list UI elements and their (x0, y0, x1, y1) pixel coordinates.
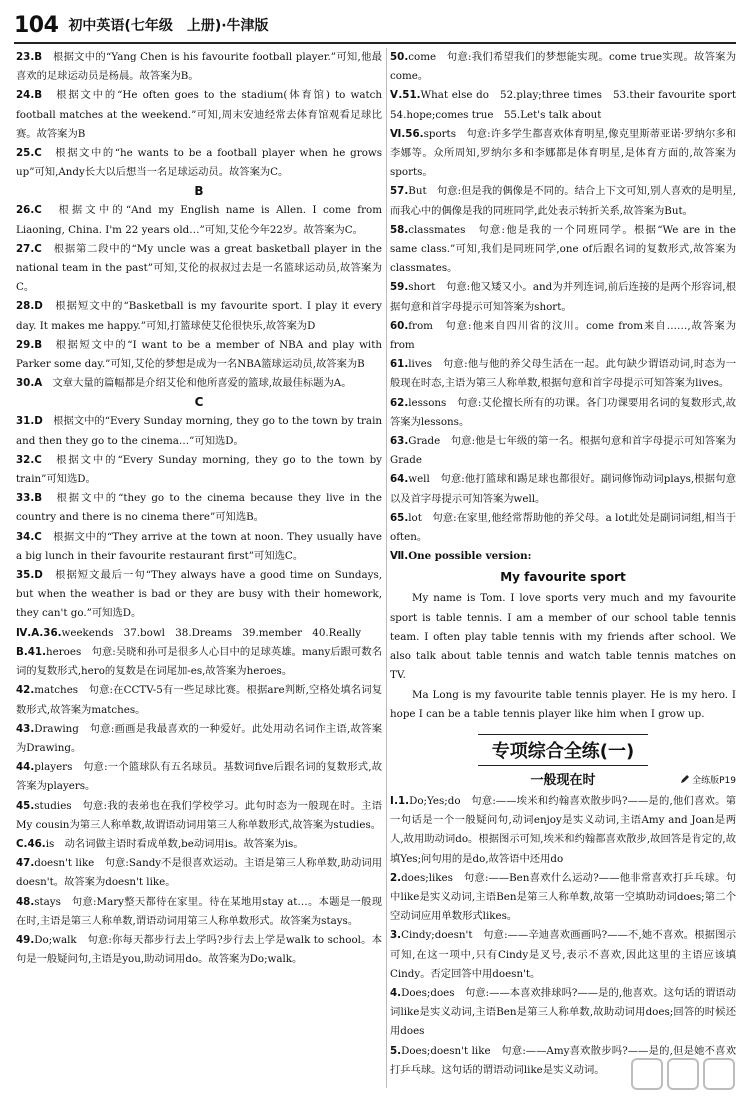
answer-item (16, 681, 382, 719)
answer-item (390, 470, 736, 508)
answer-text: stays 句意:Mary整天都待在家里。待在某地用stay at…。本题是一般现在时,主语是第三人称单数,谓语动词用第三人称单数形式。故答案为stays。 (16, 895, 382, 927)
answer-number: 64. (390, 473, 409, 486)
answer-text: sports 句意:许多学生都喜欢体育明星,像克里斯蒂亚诺·罗纳尔多和李娜等。众所周知,罗纳尔多和李娜都是体育明星,是体育方面的,故答案为sports。 (390, 127, 736, 179)
answer-number: 49. (16, 933, 35, 946)
special-section-title: 专项综合全练(一) (478, 734, 648, 766)
answer-text: doesn't like 句意:Sandy不是很喜欢运动。主语是第三人称单数,助动词用doesn't。故答案为doesn't like。 (16, 857, 382, 889)
answer-text: Does;doesn't like 句意:——Amy喜欢散步吗?——是的,但是她不喜欢打乒乓球。这句话的谓语动词like是实义动词。 (390, 1044, 736, 1076)
answer-number: Ⅴ.51. (390, 89, 421, 102)
answer-number: 62. (390, 396, 409, 409)
answer-text: Drawing 句意:画画是我最喜欢的一种爱好。此处用动名词作主语,故答案为Drawing。 (16, 722, 382, 754)
answer-item (390, 394, 736, 432)
answer-item (390, 547, 736, 566)
answer-text: 根据文中的“And my English name is Allen. I come from Liaoning, China. I'm 22 years old…”可知,艾伦今年22岁。故答案为C。 (16, 204, 382, 236)
answer-number: 25.C (16, 147, 42, 160)
answer-number: C.46. (16, 837, 46, 850)
answer-item (390, 317, 736, 355)
answer-number: 48. (16, 895, 35, 908)
answer-text: 根据文中的“Every Sunday morning, they go to the town by train and then they go to the cinema…”可知选D。 (16, 415, 382, 447)
answer-number: Ⅳ.A.36. (16, 626, 62, 639)
answer-item (16, 720, 382, 758)
answer-text: classmates 句意:他是我的一个同班同学。根据“We are in the same class.”可知,我们是同班同学,one of后跟名词的复数形式,故答案为classmates。 (390, 223, 736, 275)
answer-text: 根据文中的“He often goes to the stadium(体育馆) to watch football matches at the weekend.”可知,周末安迪经常去体育馆观看足球比赛。故答案为B (16, 89, 382, 140)
answer-number: 29.B (16, 338, 43, 351)
answer-item (16, 758, 382, 796)
page-header (14, 10, 269, 40)
answer-text: 文章大量的篇幅都是介绍艾伦和他所喜爱的篮球,故最佳标题为A。 (42, 377, 352, 390)
answer-number: 44. (16, 761, 35, 774)
watermark-logo (630, 1055, 740, 1095)
answer-text: Do;walk 句意:你每天都步行去上学吗?步行去上学是walk to school。本句是一般疑问句,主语是you,助动词用do。故答案为Do;walk。 (16, 933, 382, 966)
answer-number: 45. (16, 799, 35, 812)
answer-number: Ⅰ.1. (390, 794, 410, 807)
answer-text: players 句意:一个篮球队有五名球员。基数词five后跟名词的复数形式,故答案为players。 (16, 761, 382, 793)
essay-paragraph: My name is Tom. I love sports very much and my favourite sport is table tennis. I am a member of our school table tennis team. I often play table tennis with my friends after school. We also talk about table tennis and watch table tennis matches on TV. (390, 592, 736, 682)
answer-item (16, 893, 382, 931)
answer-item (390, 48, 736, 86)
answer-item (16, 835, 382, 854)
answer-number: 30.A (16, 377, 43, 390)
answer-number: 42. (16, 684, 35, 697)
answer-number: Ⅶ. (390, 550, 409, 563)
answer-item (16, 643, 382, 681)
answer-item (390, 221, 736, 279)
answer-item (390, 355, 736, 393)
answer-text: is 动名词做主语时看成单数,be动词用is。故答案为is。 (45, 837, 304, 850)
answer-text: 根据文中的“Every Sunday morning, they go to the town by train”可知选D。 (16, 453, 382, 486)
answer-text: 根据短文中的“Basketball is my favourite sport. I play it every day. It makes me happy.”可知,打篮球使艾伦很快乐,故答案为D (16, 300, 382, 332)
answer-text: 根据文中的“they go to the cinema because they live in the country and there is no cinema there”可知选B。 (16, 492, 382, 524)
answer-number: 4. (390, 986, 402, 999)
answer-text: lives 句意:他与他的养父母生活在一起。此句缺少谓语动词,时态为一般现在时态,主语为第三人称单数,根据句意和首字母提示可知答案为lives。 (390, 358, 736, 390)
answer-item (16, 374, 382, 393)
answer-number: 2. (390, 871, 402, 884)
answer-text: heroes 句意:吴晓和孙可是很多人心目中的足球英雄。many后跟可数名词的复数形式,hero的复数是在词尾加-es,故答案为heroes。 (16, 645, 382, 678)
answer-item (16, 336, 382, 374)
answer-number: 33.B (16, 492, 43, 505)
answer-number: 34.C (16, 530, 42, 543)
answer-number: 47. (16, 857, 35, 870)
answer-text: Do;Yes;do 句意:——埃米和约翰喜欢散步吗?——是的,他们喜欢。第一句话是一个一般疑问句,动词enjoy是实义动词,主语Amy and Joan是两人,故用助动词do。根据图示可知,埃米和约翰都喜欢散步,故回答是肯定的,故填Yes;问句用的是do,故答语中还用do (390, 794, 736, 865)
answer-number: B.41. (16, 645, 47, 658)
answer-text: lot 句意:在家里,他经常帮助他的养父母。a lot此处是副词词组,相当于often。 (390, 511, 736, 544)
answer-item (16, 297, 382, 335)
answer-item (16, 566, 382, 624)
page-number: 104 (14, 12, 59, 38)
answer-text: Does;does 句意:——本喜欢排球吗?——是的,他喜欢。这句话的谓语动词like是实义动词,主语Ben是第三人称单数,故助动词用does;回答的时候还用does (390, 986, 736, 1038)
special-subtitle: 一般现在时 (530, 772, 596, 788)
pen-icon (680, 774, 690, 784)
answer-number: 24.B (16, 89, 43, 102)
answer-text: studies 句意:我的表弟也在我们学校学习。此句时态为一般现在时。主语My cousin为第三人称单数,故谓语动词用第三人称单数形式,故答案为studies。 (16, 799, 382, 831)
reference-note (680, 773, 736, 786)
answer-number: 28.D (16, 300, 43, 313)
answer-text: 根据短文最后一句“They always have a good time on Sundays, but when the weather is bad or they are busy with their homework, they can't go.”可知选D。 (16, 569, 382, 620)
section-heading: B (194, 184, 204, 199)
answer-item (390, 182, 736, 220)
answer-item (16, 931, 382, 969)
answer-item (16, 797, 382, 835)
answer-text: weekends 37.bowl 38.Dreams 39.member 40.Really (61, 626, 362, 639)
answer-item (390, 509, 736, 547)
essay-title: My favourite sport (500, 570, 626, 585)
answer-item (16, 412, 382, 450)
answer-item (16, 201, 382, 239)
answer-text: 根据文中的“They arrive at the town at noon. They usually have a big lunch in their favourite restaurant first”可知选C。 (16, 530, 382, 562)
answer-item (390, 86, 747, 124)
answer-text: One possible version: (408, 550, 532, 563)
special-answer-list (390, 792, 736, 1080)
answer-text: What else do 52.play;three times 53.their favourite sport 54.hope;comes true 55.Let's talk about (390, 89, 747, 121)
answer-number: 27.C (16, 242, 42, 255)
answer-item (16, 489, 382, 527)
answer-text: come 句意:我们希望我们的梦想能实现。come true实现。故答案为come。 (390, 51, 736, 83)
answer-item (16, 48, 382, 86)
answer-text: from 句意:他来自四川省的汶川。come from来自……,故答案为from (390, 319, 736, 352)
answer-number: 57. (390, 185, 409, 198)
answer-number: 59. (390, 281, 409, 294)
answer-number: 65. (390, 511, 409, 524)
section-heading: C (194, 395, 204, 410)
answer-item (16, 86, 382, 144)
answer-number: 43. (16, 722, 35, 735)
essay-paragraph: Ma Long is my favourite table tennis player. He is my hero. I hope I can be a table tennis player like him when I grow up. (390, 688, 736, 720)
answer-item (16, 144, 382, 182)
answer-number: 58. (390, 223, 409, 236)
answer-item (390, 869, 736, 927)
answer-item (16, 451, 382, 489)
book-title: 初中英语(七年级 上册)·牛津版 (68, 18, 269, 34)
right-answer-list (390, 48, 747, 566)
reference-text: 全练版P19 (692, 775, 736, 786)
answer-item (16, 854, 382, 892)
answer-text: Grade 句意:他是七年级的第一名。根据句意和首字母提示可知答案为Grade (390, 435, 736, 467)
answer-text: 根据第二段中的“My uncle was a great basketball player in the national team in the past”可知,艾伦的叔叔过去是一名篮球运动员,故答案为C。 (16, 242, 382, 294)
answer-text: well 句意:他打篮球和踢足球也都很好。副词修饰动词plays,根据句意以及首字母提示可知答案为well。 (390, 473, 736, 505)
answer-number: 35.D (16, 569, 43, 582)
answer-text: 根据短文中的“I want to be a member of NBA and play with Parker some day.”可知,艾伦的梦想是成为一名NBA篮球运动员,故答案为B (16, 338, 382, 371)
answer-number: 5. (390, 1044, 402, 1057)
answer-number: 31.D (16, 415, 43, 428)
answer-number: Ⅵ.56. (390, 127, 424, 140)
answer-text: matches 句意:在CCTV-5有一些足球比赛。根据are判断,空格处填名词复数形式,故答案为matches。 (16, 684, 382, 716)
answer-item (390, 278, 736, 316)
answer-item (390, 125, 736, 183)
answer-number: 50. (390, 51, 409, 63)
answer-item (16, 240, 382, 298)
column-divider (386, 48, 387, 1088)
answer-text: Cindy;doesn't 句意:——辛迪喜欢画画吗?——不,她不喜欢。根据图示可知,在这一项中,只有Cindy是叉号,表示不喜欢,因此这里的主语应该填Cindy。否定回答中用doesn't。 (390, 929, 736, 980)
answer-text: short 句意:他又矮又小。and为并列连词,前后连接的是两个形容词,根据句意和首字母提示可知答案为short。 (390, 281, 736, 313)
answer-number: 63. (390, 435, 409, 448)
answer-number: 61. (390, 358, 409, 371)
answer-text: lessons 句意:艾伦擅长所有的功课。各门功课要用名词的复数形式,故答案为lessons。 (390, 396, 736, 428)
essay-body (390, 589, 736, 723)
answer-number: 32.C (16, 453, 42, 466)
answer-item (16, 624, 382, 643)
left-column (16, 48, 382, 1088)
answer-number: 26.C (16, 204, 42, 217)
answer-item (390, 432, 736, 470)
answer-item (390, 984, 736, 1042)
answer-number: 3. (390, 929, 402, 942)
answer-number: 60. (390, 319, 409, 332)
answer-text: 根据文中的“he wants to be a football player when he grows up”可知,Andy长大以后想当一名足球运动员。故答案为C。 (16, 147, 382, 179)
answer-item (16, 528, 382, 566)
right-column (390, 48, 747, 1088)
special-section-banner (390, 734, 736, 766)
answer-text: But 句意:但是我的偶像是不同的。结合上下文可知,别人喜欢的是明星,而我心中的偶像是我的同班同学,此处表示转折关系,故答案为But。 (390, 185, 736, 217)
header-rule (14, 42, 736, 44)
answer-item (390, 926, 736, 984)
answer-item (390, 792, 736, 869)
answer-number: 23.B (16, 51, 43, 63)
special-subtitle-row (390, 770, 736, 792)
answer-text: 根据文中的“Yang Chen is his favourite football player.”可知,他最喜欢的足球运动员是杨晨。故答案为B。 (16, 51, 382, 83)
answer-text: does;likes 句意:——Ben喜欢什么运动?——他非常喜欢打乒乓球。句中like是实义动词,主语Ben是第三人称单数,故第一空填助动词does;第二个空动词应用单数形式likes。 (390, 871, 736, 923)
